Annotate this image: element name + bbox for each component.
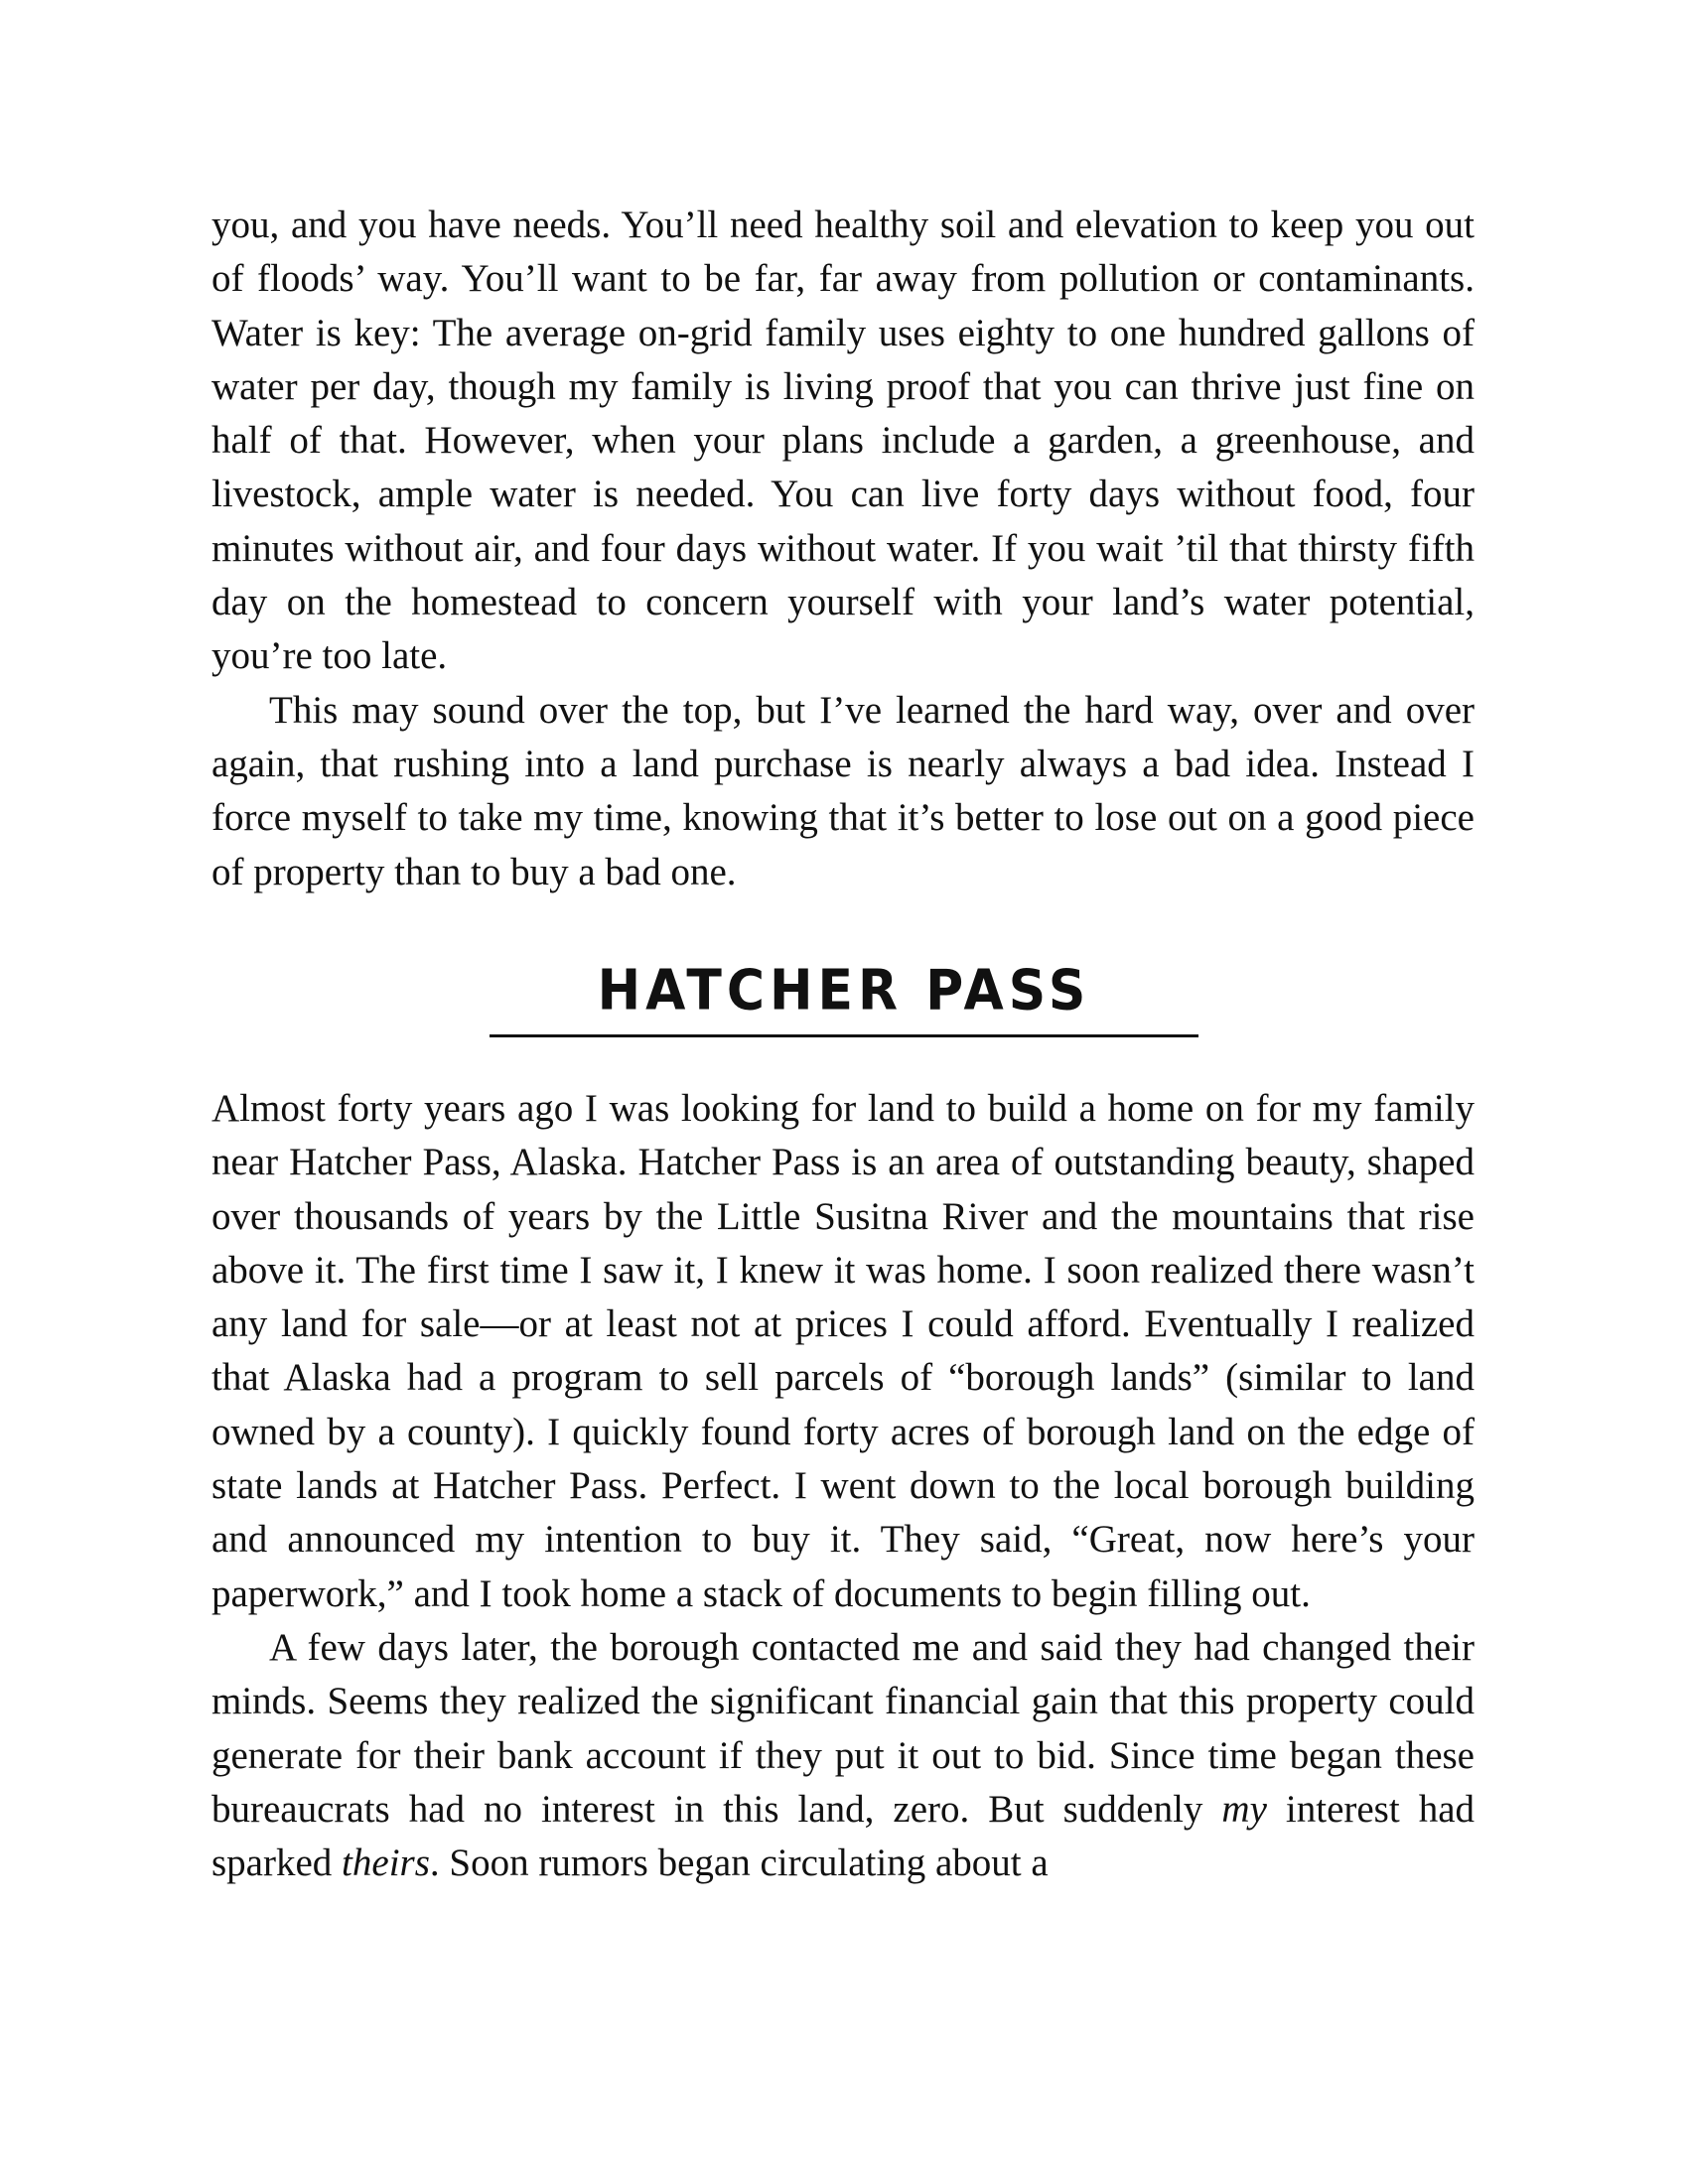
section-text-block bbox=[211, 1082, 1475, 1890]
paragraph-borough-changed-minds bbox=[211, 1621, 1475, 1890]
emphasis-my: my bbox=[1221, 1787, 1267, 1831]
heading-underline-rule bbox=[490, 1034, 1198, 1037]
text-run: interest had sparked bbox=[211, 1787, 1476, 1885]
top-text-block bbox=[211, 199, 1475, 899]
paragraph-continued: you, and you have needs. You’ll need healthy soil and elevation to keep you out of floods’ way. You’ll want to be far, far away from pollution or contaminants. Water is key: The average on-grid family uses eighty to one hundred gallons of water per day, though my family is living proof that you can thrive just fine on half of that. However, when your plans include a garden, a greenhouse, and livestock, ample water is needed. You can live forty days without food, four minutes without air, and four days without water. If you wait ’til that thirsty fifth day on the homestead to concern yourself with your land’s water potential, you’re too late. bbox=[211, 204, 1475, 678]
emphasis-theirs: theirs bbox=[342, 1842, 430, 1885]
paragraph-rushing-land: This may sound over the top, but I’ve learned the hard way, over and over again, that rushing into a land purchase is nearly always a bad idea. Instead I force myself to take my time, knowing that it’s better to lose out on a good piece of property than to buy a bad one. bbox=[211, 688, 1475, 893]
section-heading: HATCHER PASS bbox=[597, 958, 1091, 1024]
text-run: A few days later, the borough contacted me and said they had changed their minds. Seems they realized the significant financial gain that this property could generate for their bank account if they put it out to bid. Since time began these bureaucrats had no interest in this land, zero. But suddenly bbox=[211, 1625, 1475, 1831]
text-run: . Soon rumors began circulating about a bbox=[429, 1842, 1049, 1885]
paragraph-hatcher-pass: Almost forty years ago I was looking for land to build a home on for my family near Hatcher Pass, Alaska. Hatcher Pass is an area of outstanding beauty, shaped over thousands of years by the Little Susitna River and the mountains that rise above it. The first time I saw it, I knew it was home. I soon realized there wasn’t any land for sale—or at least not at prices I could afford. Eventually I realized that Alaska had a program to sell parcels of “borough lands” (similar to land owned by a county). I quickly found forty acres of borough land on the edge of state lands at Hatcher Pass. Perfect. I went down to the local borough building and announced my intention to buy it. They said, “Great, now here’s your paperwork,” and I took home a stack of documents to begin filling out. bbox=[211, 1087, 1475, 1615]
